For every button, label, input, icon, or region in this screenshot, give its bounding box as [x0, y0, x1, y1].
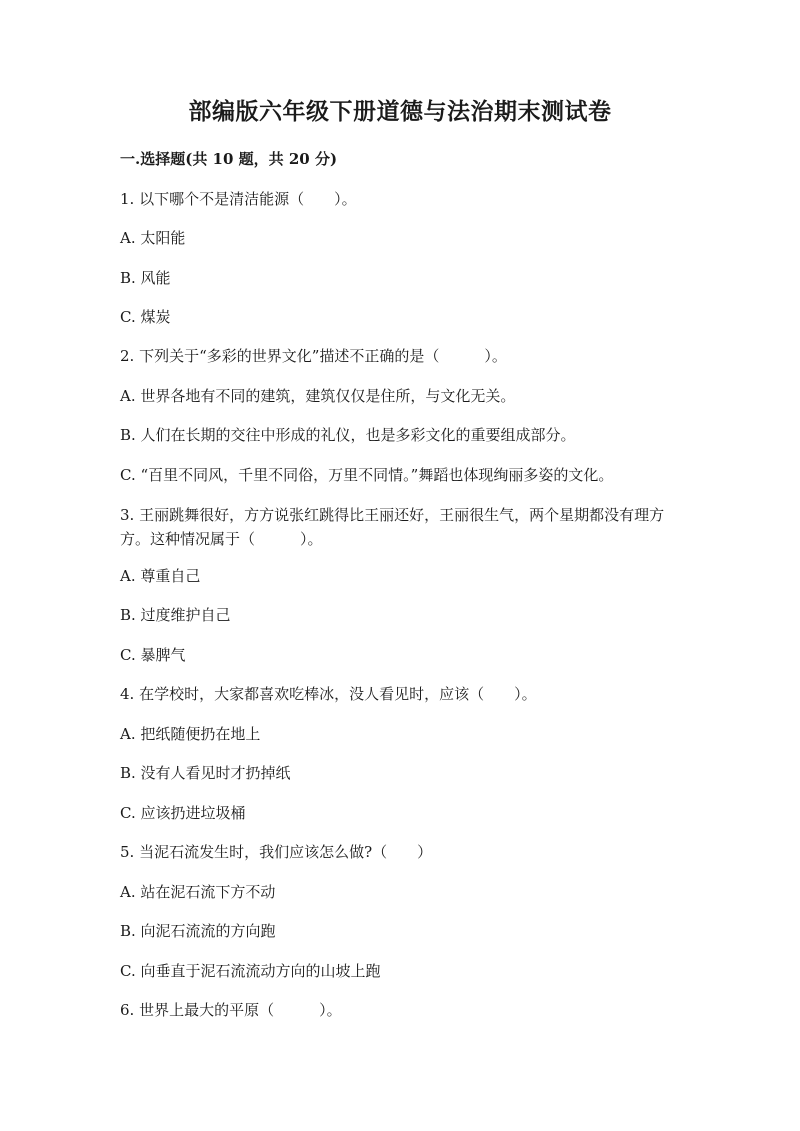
question-2-option-a: A. 世界各地有不同的建筑，建筑仅仅是住所，与文化无关。 — [120, 387, 516, 405]
page-title: 部编版六年级下册道德与法治期末测试卷 — [188, 98, 612, 125]
question-5-stem: 5. 当泥石流发生时，我们应该怎么做?（ ） — [120, 843, 433, 861]
question-1-option-b: B. 风能 — [120, 269, 171, 287]
question-1-stem: 1. 以下哪个不是清洁能源（ ）。 — [120, 190, 357, 208]
question-3-option-b: B. 过度维护自己 — [120, 606, 231, 624]
question-2-option-b: B. 人们在长期的交往中形成的礼仪，也是多彩文化的重要组成部分。 — [120, 426, 576, 444]
section-heading: 一.选择题(共 10 题，共 20 分) — [120, 150, 338, 168]
question-5-option-a: A. 站在泥石流下方不动 — [120, 883, 276, 901]
question-2-option-c: C. “百里不同风，千里不同俗，万里不同情。”舞蹈也体现绚丽多姿的文化。 — [120, 466, 614, 484]
question-4-stem: 4. 在学校时，大家都喜欢吃棒冰，没人看见时，应该（ ）。 — [120, 685, 537, 703]
question-6-stem: 6. 世界上最大的平原（ ）。 — [120, 1001, 342, 1019]
question-5-option-c: C. 向垂直于泥石流流动方向的山坡上跑 — [120, 962, 381, 980]
question-4-option-b: B. 没有人看见时才扔掉纸 — [120, 764, 291, 782]
question-4-option-a: A. 把纸随便扔在地上 — [120, 725, 261, 743]
question-4-option-c: C. 应该扔进垃圾桶 — [120, 804, 246, 822]
question-3-option-c: C. 暴脾气 — [120, 646, 186, 664]
question-5-option-b: B. 向泥石流流的方向跑 — [120, 922, 276, 940]
question-2-stem: 2. 下列关于“多彩的世界文化”描述不正确的是（ ）。 — [120, 347, 507, 365]
question-1-option-a: A. 太阳能 — [120, 229, 186, 247]
question-3-stem: 3. 王丽跳舞很好，方方说张红跳得比王丽还好，王丽很生气，两个星期都没有理方方。这种情况属于（ ）。 — [120, 506, 665, 548]
question-1-option-c: C. 煤炭 — [120, 308, 171, 326]
question-3-option-a: A. 尊重自己 — [120, 567, 201, 585]
